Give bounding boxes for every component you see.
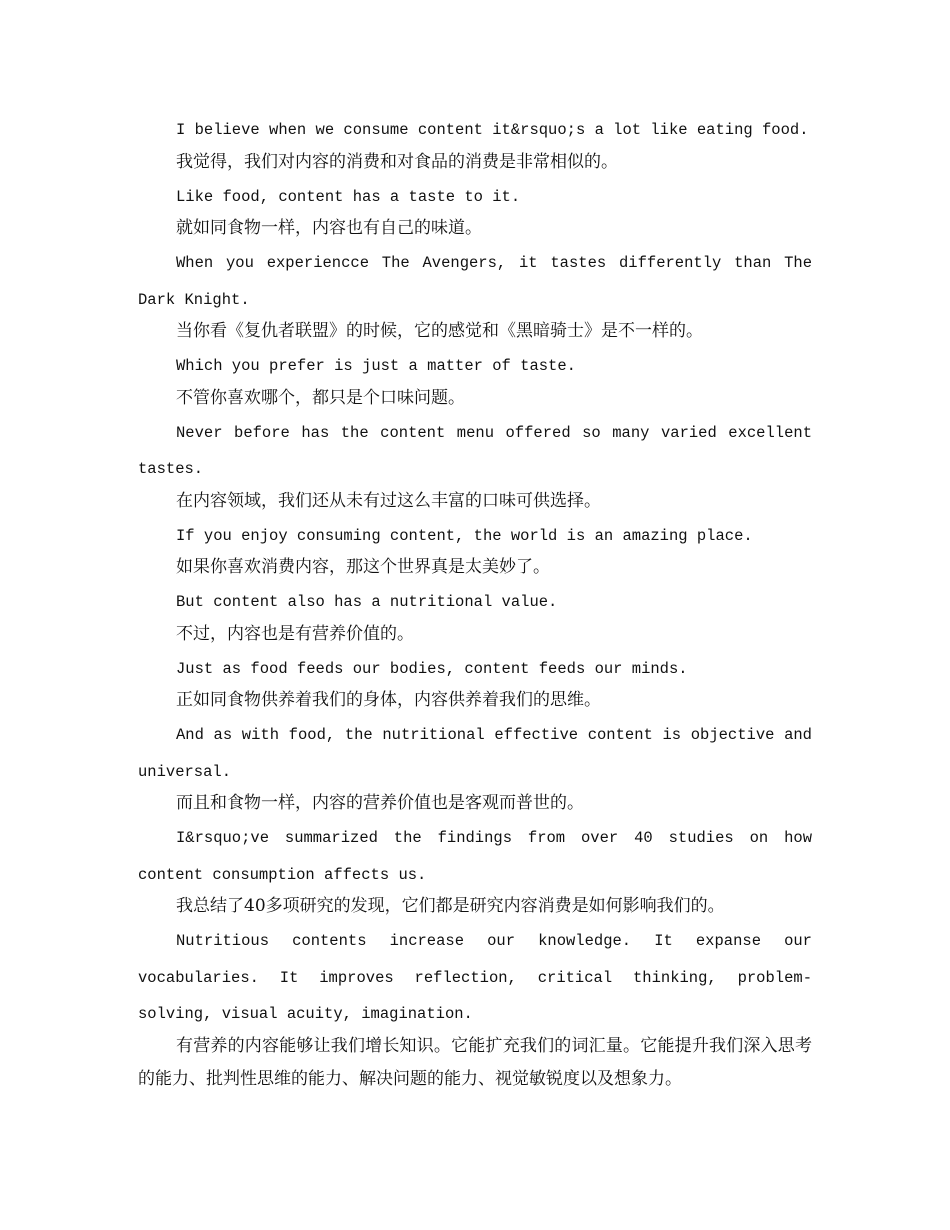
paragraph-en: If you enjoy consuming content, the world is an amazing place.: [176, 526, 753, 545]
paragraph-en: Never before has the content menu offered so many varied excellent tastes.: [138, 423, 812, 478]
paragraph-zh: 就如同食物一样，内容也有自己的味道。: [176, 218, 482, 238]
paragraph-zh: 如果你喜欢消费内容，那这个世界真是太美妙了。: [176, 557, 550, 577]
document-body: [138, 112, 812, 1096]
paragraph-en: I&rsquo;ve summarized the findings from over 40 studies on how content consumption affects us.: [138, 829, 812, 884]
paragraph-zh: 有营养的内容能够让我们增长知识。它能扩充我们的词汇量。它能提升我们深入思考的能力、批判性思维的能力、解决问题的能力、视觉敏锐度以及想象力。: [138, 1035, 812, 1089]
paragraph-zh: 正如同食物供养着我们的身体，内容供养着我们的思维。: [176, 690, 601, 710]
paragraph-zh: 我觉得，我们对内容的消费和对食品的消费是非常相似的。: [176, 151, 618, 172]
paragraph-zh: 在内容领域，我们还从未有过这么丰富的口味可供选择。: [176, 490, 601, 511]
paragraph-en: But content also has a nutritional value.: [176, 593, 558, 611]
paragraph-zh: 而且和食物一样，内容的营养价值也是客观而普世的。: [176, 793, 584, 813]
paragraph-en: Just as food feeds our bodies, content feeds our minds.: [176, 659, 688, 678]
paragraph-en: Like food, content has a taste to it.: [176, 187, 521, 206]
paragraph-en: And as with food, the nutritional effective content is objective and universal.: [138, 726, 812, 781]
paragraph-zh: 不过，内容也是有营养价值的。: [176, 623, 414, 644]
paragraph-zh: 我总结了40多项研究的发现，它们都是研究内容消费是如何影响我们的。: [176, 896, 725, 916]
paragraph-en: Which you prefer is just a matter of taste.: [176, 357, 576, 375]
paragraph-zh: 不管你喜欢哪个，都只是个口味问题。: [176, 387, 465, 408]
paragraph-en: I believe when we consume content it&rsquo;s a lot like eating food.: [176, 121, 809, 139]
paragraph-en: When you experiencce The Avengers, it tastes differently than The Dark Knight.: [138, 254, 812, 309]
paragraph-en: Nutritious contents increase our knowledge. It expanse our vocabularies. It improves reflection, critical thinking, problem-solving, visual acuity, imagination.: [138, 932, 812, 1023]
paragraph-zh: 当你看《复仇者联盟》的时候，它的感觉和《黑暗骑士》是不一样的。: [176, 321, 703, 341]
